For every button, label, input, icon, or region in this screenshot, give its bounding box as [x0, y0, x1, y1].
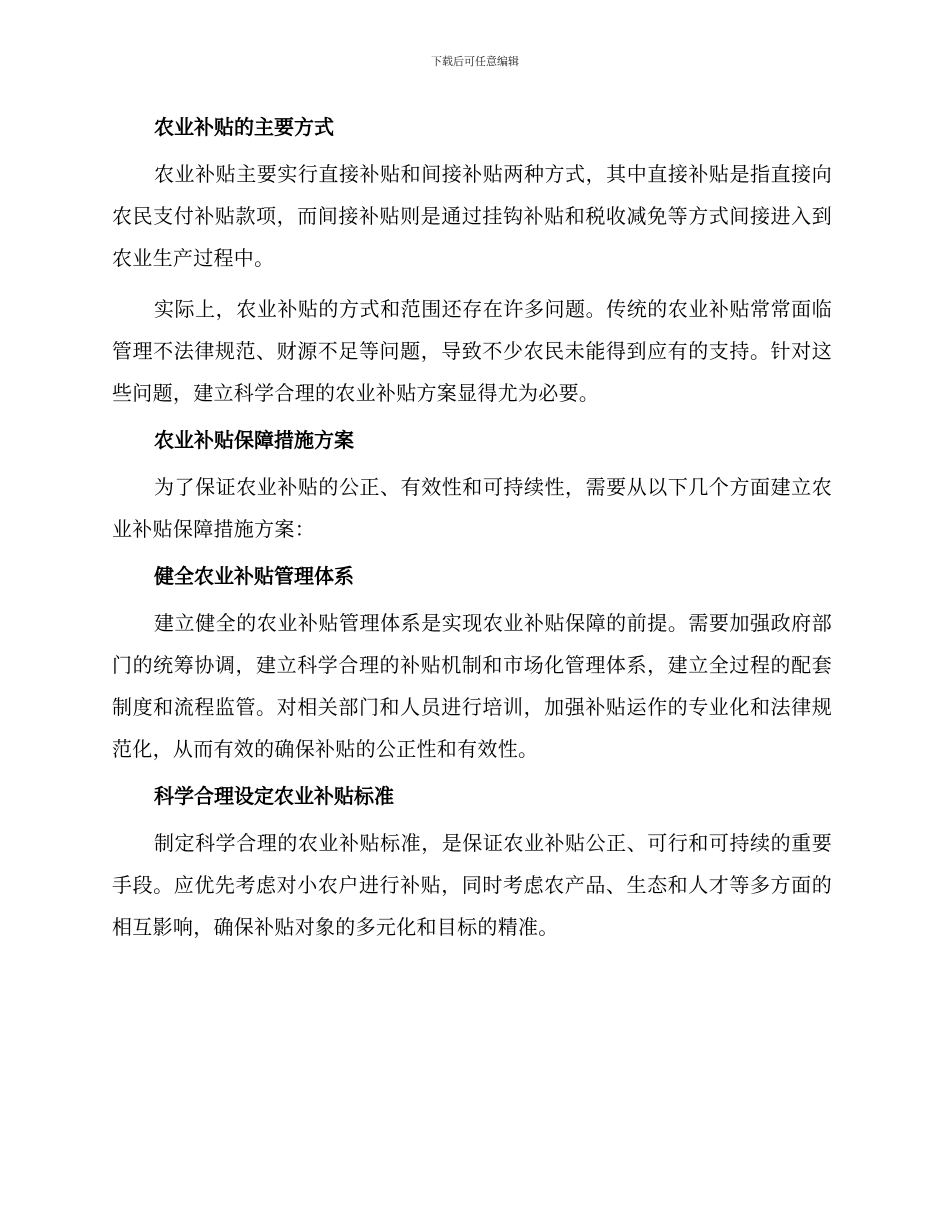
- section-heading: 科学合理设定农业补贴标准: [154, 784, 394, 808]
- section-heading: 健全农业补贴管理体系: [154, 564, 354, 588]
- paragraph: 实际上，农业补贴的方式和范围还存在许多问题。传统的农业补贴常常面临管理不法律规范、财源不足等问题，导致不少农民未能得到应有的支持。针对这些问题，建立科学合理的农业补贴方案显得尤为必要。: [112, 297, 832, 405]
- section-heading: 农业补贴的主要方式: [154, 115, 334, 139]
- paragraph: 农业补贴主要实行直接补贴和间接补贴两种方式，其中直接补贴是指直接向农民支付补贴款项，而间接补贴则是通过挂钩补贴和税收减免等方式间接进入到农业生产过程中。: [112, 162, 832, 270]
- paragraph: 为了保证农业补贴的公正、有效性和可持续性，需要从以下几个方面建立农业补贴保障措施方案：: [112, 475, 832, 541]
- section-heading: 农业补贴保障措施方案: [154, 428, 354, 452]
- paragraph: 建立健全的农业补贴管理体系是实现农业补贴保障的前提。需要加强政府部门的统筹协调，建立科学合理的补贴机制和市场化管理体系，建立全过程的配套制度和流程监管。对相关部门和人员进行培训，加强补贴运作的专业化和法律规范化，从而有效的确保补贴的公正性和有效性。: [112, 611, 832, 761]
- paragraph: 制定科学合理的农业补贴标准，是保证农业补贴公正、可行和可持续的重要手段。应优先考虑对小农户进行补贴，同时考虑农产品、生态和人才等多方面的相互影响，确保补贴对象的多元化和目标的精准。: [112, 831, 832, 939]
- document-body: [112, 110, 832, 957]
- page-header: 下载后可任意编辑: [431, 55, 519, 68]
